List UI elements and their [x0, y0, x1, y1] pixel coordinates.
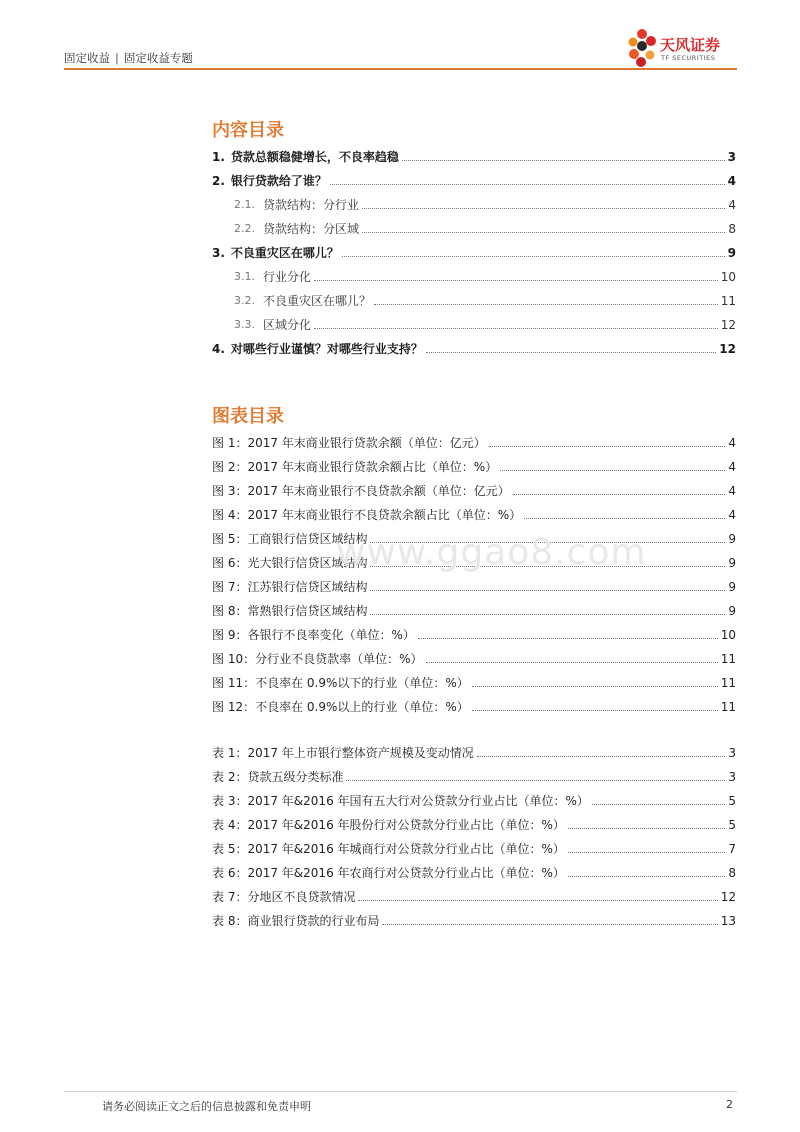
- table-item[interactable]: 表 7：分地区不良贷款情况 12: [212, 890, 736, 904]
- page-number: 2: [726, 1098, 733, 1111]
- table-item[interactable]: 表 3：2017 年&2016 年国有五大行对公贷款分行业占比（单位：%） 5: [212, 794, 736, 808]
- figure-item[interactable]: 图 2：2017 年末商业银行贷款余额占比（单位：%） 4: [212, 460, 736, 474]
- figure-item[interactable]: 图 12：不良率在 0.9%以上的行业（单位：%） 11: [212, 700, 736, 714]
- page-header: 固定收益 | 固定收益专题: [64, 51, 193, 65]
- toc-item[interactable]: 3.2. 不良重灾区在哪儿？ 11: [234, 294, 736, 308]
- watermark: www.ggao8.com: [336, 532, 647, 573]
- figure-item[interactable]: 图 8：常熟银行信贷区域结构 9: [212, 604, 736, 618]
- figure-item[interactable]: 图 3：2017 年末商业银行不良贷款余额（单位：亿元） 4: [212, 484, 736, 498]
- figure-item[interactable]: 图 10：分行业不良贷款率（单位：%） 11: [212, 652, 736, 666]
- footer-divider: [64, 1091, 737, 1092]
- figure-item[interactable]: 图 5：工商银行信贷区域结构 9: [212, 532, 736, 546]
- figures-title: 图表目录: [212, 406, 284, 427]
- toc-item[interactable]: 3.3. 区域分化 12: [234, 318, 736, 332]
- figure-item[interactable]: 图 11：不良率在 0.9%以下的行业（单位：%） 11: [212, 676, 736, 690]
- logo-flower-icon: [626, 28, 658, 70]
- header-category: 固定收益: [64, 51, 110, 65]
- header-divider: [64, 68, 737, 70]
- toc-title: 内容目录: [212, 120, 284, 141]
- figure-item[interactable]: 图 9：各银行不良率变化（单位：%） 10: [212, 628, 736, 642]
- table-item[interactable]: 表 6：2017 年&2016 年农商行对公贷款分行业占比（单位：%） 8: [212, 866, 736, 880]
- figure-item[interactable]: 图 4：2017 年末商业银行不良贷款余额占比（单位：%） 4: [212, 508, 736, 522]
- toc-item[interactable]: 3.1. 行业分化 10: [234, 270, 736, 284]
- logo-name: 天风证券: [660, 36, 721, 54]
- figure-item[interactable]: 图 7：江苏银行信贷区域结构 9: [212, 580, 736, 594]
- toc-item[interactable]: 2.1. 贷款结构：分行业 4: [234, 198, 736, 212]
- toc-item[interactable]: 2.2. 贷款结构：分区域 8: [234, 222, 736, 236]
- footer-disclaimer: 请务必阅读正文之后的信息披露和免责申明: [102, 1100, 311, 1113]
- toc-item[interactable]: 4. 对哪些行业谨慎？对哪些行业支持？ 12: [212, 342, 736, 356]
- figure-item[interactable]: 图 1：2017 年末商业银行贷款余额（单位：亿元） 4: [212, 436, 736, 450]
- logo-subtitle: TF SECURITIES: [661, 54, 716, 62]
- table-item[interactable]: 表 8：商业银行贷款的行业布局 13: [212, 914, 736, 928]
- figure-item[interactable]: 图 6：光大银行信贷区域结构 9: [212, 556, 736, 570]
- header-subcategory: 固定收益专题: [123, 51, 193, 65]
- table-item[interactable]: 表 5：2017 年&2016 年城商行对公贷款分行业占比（单位：%） 7: [212, 842, 736, 856]
- company-logo: [626, 28, 738, 72]
- table-item[interactable]: 表 1：2017 年上市银行整体资产规模及变动情况 3: [212, 746, 736, 760]
- toc-item[interactable]: 3. 不良重灾区在哪儿？ 9: [212, 246, 736, 260]
- table-item[interactable]: 表 2：贷款五级分类标准 3: [212, 770, 736, 784]
- toc-item[interactable]: 1. 贷款总额稳健增长，不良率趋稳 3: [212, 150, 736, 164]
- table-item[interactable]: 表 4：2017 年&2016 年股份行对公贷款分行业占比（单位：%） 5: [212, 818, 736, 832]
- toc-item[interactable]: 2. 银行贷款给了谁？ 4: [212, 174, 736, 188]
